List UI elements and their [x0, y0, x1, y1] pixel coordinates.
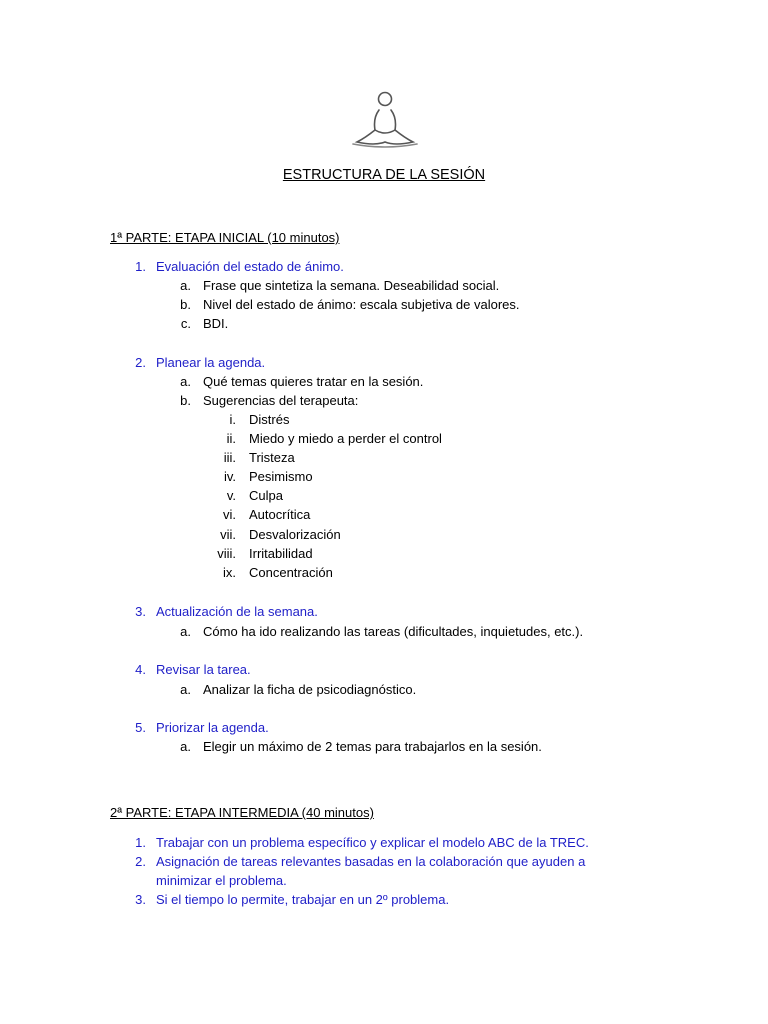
list-item: 5. Priorizar la agenda. — [135, 720, 269, 735]
list-item: vii. Desvalorización — [220, 527, 341, 542]
list-item: 4. Revisar la tarea. — [135, 662, 251, 677]
list-item: c. BDI. — [180, 316, 229, 331]
list-item: 1. Evaluación del estado de ánimo. — [135, 259, 344, 274]
list-item: i. Distrés — [229, 412, 290, 427]
list-item: b. Nivel del estado de ánimo: escala subjetiva de valores. — [180, 297, 520, 312]
list-item: a. Qué temas quieres tratar en la sesión. — [180, 374, 424, 389]
list-item: iv. Pesimismo — [223, 469, 313, 484]
page-title: ESTRUCTURA DE LA SESIÓN — [282, 167, 486, 183]
section-heading-part2: 2ª PARTE: ETAPA INTERMEDIA (40 minutos) — [110, 805, 374, 820]
list-item: a. Analizar la ficha de psicodiagnóstico. — [180, 682, 417, 697]
list-item: 2. Asignación de tareas relevantes basadas en la colaboración que ayuden a — [135, 854, 586, 869]
list-item: 3. Si el tiempo lo permite, trabajar en un 2º problema. — [135, 892, 450, 907]
list-item: b. Sugerencias del terapeuta: — [180, 393, 359, 408]
list-item: viii. Irritabilidad — [217, 546, 313, 561]
list-item: v. Culpa — [226, 488, 283, 503]
list-item: 1. Trabajar con un problema específico y explicar el modelo ABC de la TREC. — [135, 835, 589, 850]
meditation-figure-logo — [345, 86, 425, 152]
list-item: ii. Miedo y miedo a perder el control — [226, 431, 442, 446]
list-item-continuation: minimizar el problema. — [156, 873, 287, 888]
list-item: iii. Tristeza — [223, 450, 295, 465]
list-item: 3. Actualización de la semana. — [135, 604, 318, 619]
list-item: vi. Autocrítica — [223, 507, 311, 522]
section-heading-part1: 1ª PARTE: ETAPA INICIAL (10 minutos) — [110, 230, 340, 245]
list-item: 2. Planear la agenda. — [135, 355, 266, 370]
list-item: a. Elegir un máximo de 2 temas para trabajarlos en la sesión. — [180, 739, 542, 754]
list-item: a. Cómo ha ido realizando las tareas (dificultades, inquietudes, etc.). — [180, 624, 584, 639]
list-item: a. Frase que sintetiza la semana. Deseabilidad social. — [180, 278, 500, 293]
list-item: ix. Concentración — [223, 565, 333, 580]
